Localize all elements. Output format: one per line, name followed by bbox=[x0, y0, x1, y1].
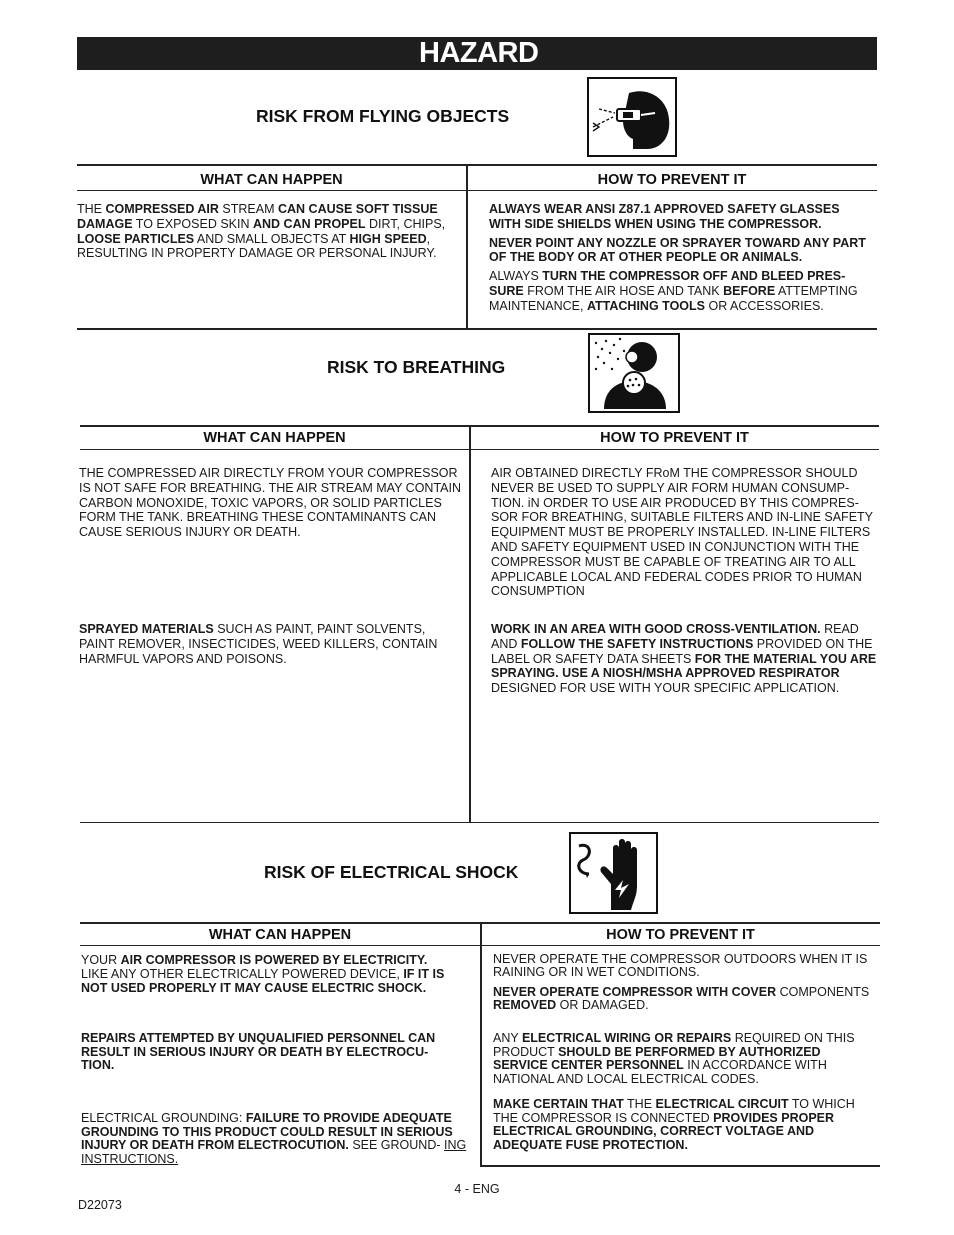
document-code: D22073 bbox=[78, 1198, 122, 1212]
table-bottom-rule bbox=[480, 1165, 880, 1167]
electrical-hazard-text-1: YOUR AIR COMPRESSOR IS POWERED BY ELECTRICITY. LIKE ANY OTHER ELECTRICALLY POWERED DEVICE, IF IT IS NOT USED PROPERLY IT MAY CAUSE ELECTRIC SHOCK. bbox=[81, 953, 445, 995]
table-header-rule bbox=[77, 190, 877, 191]
column-header-what-can-happen: WHAT CAN HAPPEN bbox=[200, 172, 343, 188]
electrical-hazard-text-3: ELECTRICAL GROUNDING: FAILURE TO PROVIDE ADEQUATE GROUNDING TO THIS PRODUCT COULD RESULT IN SERIOUS INJURY OR DEATH FROM ELECTROCUTION. SEE GROUND- ING INSTRUCTIONS. bbox=[81, 1111, 467, 1166]
table-header-rule bbox=[80, 449, 879, 450]
electrical-hazard-text-2: REPAIRS ATTEMPTED BY UNQUALIFIED PERSONNEL CAN RESULT IN SERIOUS INJURY OR DEATH BY ELECTROCU-TION. bbox=[81, 1031, 436, 1072]
respirator-icon bbox=[588, 333, 680, 413]
column-divider bbox=[469, 427, 471, 823]
flying-hazard-text: THE COMPRESSED AIR STREAM CAN CAUSE SOFT TISSUE DAMAGE TO EXPOSED SKIN AND CAN PROPEL DIRT, CHIPS, LOOSE PARTICLES AND SMALL OBJECTS AT HIGH SPEED, RESULTING IN PROPERTY DAMAGE OR PERSONAL INJURY. bbox=[77, 202, 446, 261]
electric-shock-hand-icon bbox=[569, 832, 658, 914]
section-title-flying-objects: RISK FROM FLYING OBJECTS bbox=[256, 106, 510, 126]
safety-glasses-icon bbox=[587, 77, 677, 157]
column-divider bbox=[466, 166, 468, 328]
electrical-prevention-text-2: ANY ELECTRICAL WIRING OR REPAIRS REQUIRED ON THIS PRODUCT SHOULD BE PERFORMED BY AUTHORIZED SERVICE CENTER PERSONNEL IN ACCORDANCE WITH NATIONAL AND LOCAL ELECTRICAL CODES. bbox=[493, 1031, 855, 1086]
section-title-electrical-shock: RISK OF ELECTRICAL SHOCK bbox=[264, 862, 519, 882]
electrical-prevention-text-3: MAKE CERTAIN THAT THE ELECTRICAL CIRCUIT TO WHICH THE COMPRESSOR IS CONNECTED PROVIDES PROPER ELECTRICAL GROUNDING, CORRECT VOLTAGE AND ADEQUATE FUSE PROTECTION. bbox=[493, 1097, 855, 1152]
electrical-prevention-text-1: NEVER OPERATE THE COMPRESSOR OUTDOORS WHEN IT IS RAINING OR IN WET CONDITIONS. NEVER OPERATE COMPRESSOR WITH COVER COMPONENTS REMOVED OR DAMAGED. bbox=[493, 952, 870, 1012]
hazard-banner: HAZARD bbox=[77, 37, 877, 70]
column-header-what-can-happen: WHAT CAN HAPPEN bbox=[203, 430, 346, 446]
column-header-how-to-prevent: HOW TO PREVENT IT bbox=[597, 172, 747, 188]
page-number: 4 - ENG bbox=[454, 1182, 500, 1196]
breathing-hazard-text-2: SPRAYED MATERIALS SUCH AS PAINT, PAINT SOLVENTS, PAINT REMOVER, INSECTICIDES, WEED KILLERS, CONTAIN HARMFUL VAPORS AND POISONS. bbox=[79, 622, 438, 666]
column-header-what-can-happen: WHAT CAN HAPPEN bbox=[208, 927, 352, 943]
column-divider bbox=[480, 924, 482, 1166]
table-top-rule bbox=[80, 425, 879, 427]
table-top-rule bbox=[77, 164, 877, 166]
flying-prevention-text: ALWAYS WEAR ANSI Z87.1 APPROVED SAFETY GLASSES WITH SIDE SHIELDS WHEN USING THE COMPRESSOR. NEVER POINT ANY NOZZLE OR SPRAYER TOWARD ANY PART OF THE BODY OR AT OTHER PEOPLE OR ANIMALS. ALWAYS TURN THE COMPRESSOR OFF AND BLEED PRES-SURE FROM THE AIR HOSE AND TANK BEFORE ATTEMPTING MAINTENANCE, ATTACHING TOOLS OR ACCESSORIES. bbox=[489, 202, 866, 313]
table-bottom-rule bbox=[80, 822, 879, 823]
column-header-how-to-prevent: HOW TO PREVENT IT bbox=[600, 430, 749, 446]
breathing-prevention-text-2: WORK IN AN AREA WITH GOOD CROSS-VENTILATION. READ AND FOLLOW THE SAFETY INSTRUCTIONS PROVIDED ON THE LABEL OR SAFETY DATA SHEETS FOR THE MATERIAL YOU ARE SPRAYING. USE A NIOSH/MSHA APPROVED RESPIRATOR DESIGNED FOR USE WITH YOUR SPECIFIC APPLICATION. bbox=[491, 622, 877, 696]
breathing-hazard-text-1: THE COMPRESSED AIR DIRECTLY FROM YOUR COMPRESSOR IS NOT SAFE FOR BREATHING. THE AIR STREAM MAY CONTAIN CARBON MONOXIDE, TOXIC VAPORS, OR SOLID PARTICLES FORM THE TANK. BREATHING THESE CONTAMINANTS CAN CAUSE SERIOUS INJURY OR DEATH. bbox=[79, 466, 461, 540]
table-bottom-rule bbox=[77, 328, 877, 330]
section-title-breathing: RISK TO BREATHING bbox=[327, 357, 506, 377]
column-header-how-to-prevent: HOW TO PREVENT IT bbox=[606, 927, 755, 943]
breathing-prevention-text-1: AIR OBTAINED DIRECTLY FRoM THE COMPRESSOR SHOULD NEVER BE USED TO SUPPLY AIR FORM HUMAN CONSUMP-TION. iN ORDER TO USE AIR PRODUCED BY THIS COMPRES-SOR FOR BREATHING, SUITABLE FILTERS AND IN-LINE SAFETY EQUIPMENT MUST BE PROPERLY INSTALLED. IN-LINE FILTERS AND SAFETY EQUIPMENT USED IN CONJUNCTION WITH THE COMPRESSOR MUST BE CAPABLE OF TREATING AIR TO ALL APPLICABLE LOCAL AND FEDERAL CODES PRIOR TO HUMAN CONSUMPTION bbox=[491, 466, 873, 599]
